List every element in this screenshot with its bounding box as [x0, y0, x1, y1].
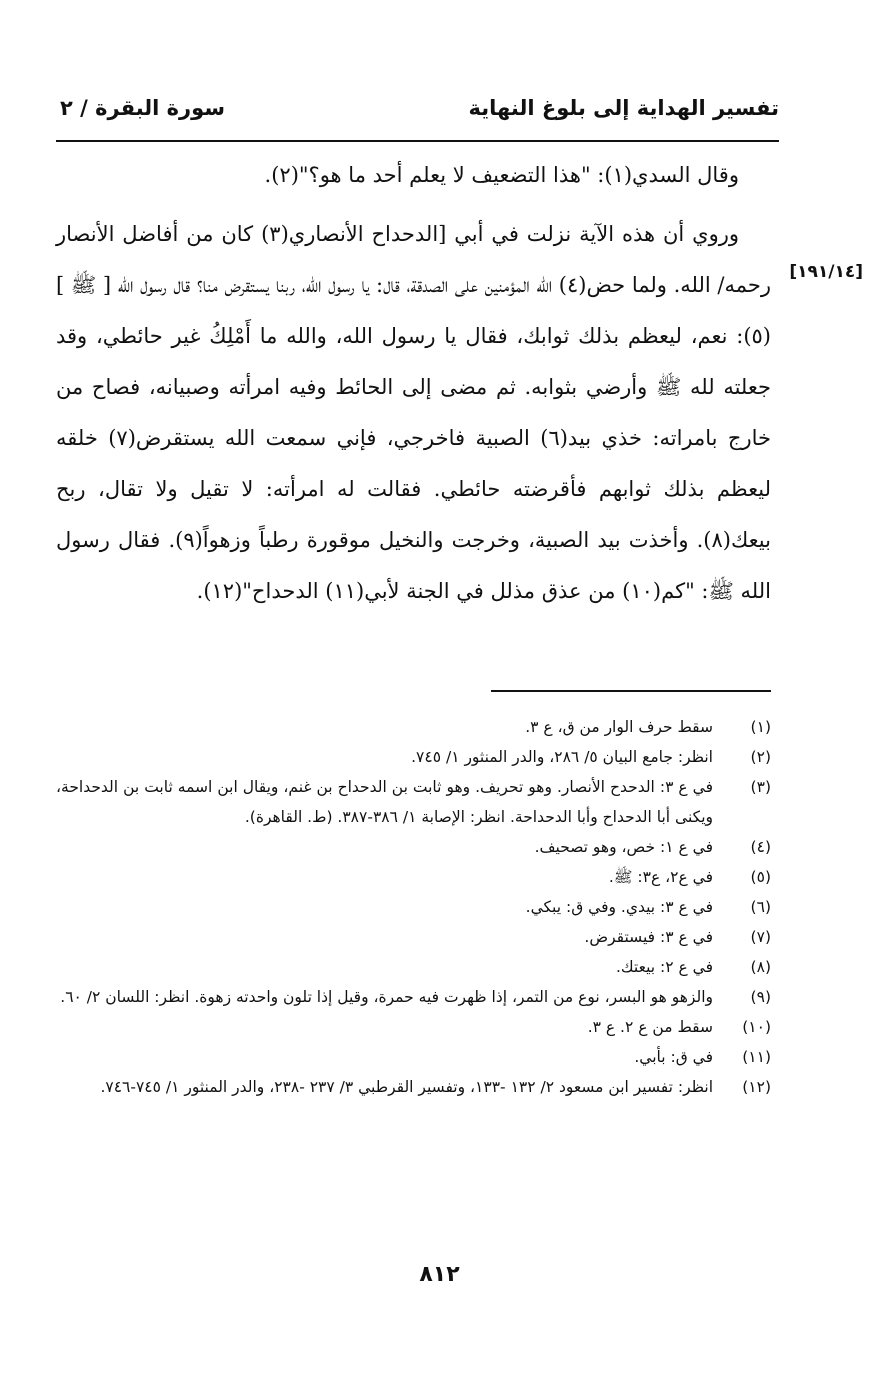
footnote [56, 982, 771, 1012]
footnotes [56, 712, 771, 1102]
footnote-text: انظر: تفسير ابن مسعود ٢/ ١٣٢ -١٣٣، وتفسير القرطبي ٣/ ٢٣٧ -٢٣٨، والدر المنثور ١/ ٧٤٥-٧٤٦. [100, 1078, 713, 1096]
footnote [56, 1012, 771, 1042]
book-title: تفسير الهداية إلى بلوغ النهاية [468, 96, 779, 120]
page-number: ٨١٢ [419, 1262, 460, 1287]
footnote [56, 862, 771, 892]
footnote-text: في ع ٣: فيستقرض. [584, 928, 713, 946]
running-header [60, 88, 779, 128]
footnote [56, 1072, 771, 1102]
footnote [56, 712, 771, 742]
footnote-text: سقط من ع ٢. ع ٣. [587, 1018, 713, 1036]
footnote-text: في ع ٣: بيدي. وفي ق: يبكي. [525, 898, 713, 916]
footnote-number: (١٢) [742, 1078, 771, 1096]
footnote-text: في ع ٢: بيعتك. [615, 958, 713, 976]
footnote-number: (٥) [750, 868, 771, 886]
footnote-number: (٤) [750, 838, 771, 856]
surah-label: سورة البقرة / ٢ [60, 96, 225, 120]
footnote-number: (٢) [750, 748, 771, 766]
footnote [56, 832, 771, 862]
footnote-rule [491, 690, 771, 692]
footnote-number: (١٠) [742, 1018, 771, 1036]
footnote-text: في ع٢، ع٣: ﷺ. [608, 868, 713, 886]
footnote [56, 892, 771, 922]
footnote-number: (٦) [750, 898, 771, 916]
footnote-text: في ع ١: خص، وهو تصحيف. [534, 838, 713, 856]
footnote-text: سقط حرف الوار من ق، ع ٣. [525, 718, 713, 736]
footnote-text: انظر: جامع البيان ٥/ ٢٨٦، والدر المنثور ١/ ٧٤٥. [411, 748, 713, 766]
footnote-text: في ق: بأبي. [634, 1048, 713, 1066]
footnote-number: (١١) [742, 1048, 771, 1066]
main-text [56, 150, 771, 617]
footnote [56, 1042, 771, 1072]
footnote-number: (٩) [750, 988, 771, 1006]
footnote-text: والزهو هو البسر، نوع من التمر، إذا ظهرت فيه حمرة، وقيل إذا تلون واحدته زهوة. انظر: اللسان ٢/ ٦٠. [60, 988, 713, 1006]
footnote-number: (٨) [750, 958, 771, 976]
header-rule [56, 140, 779, 142]
footnote-number: (٧) [750, 928, 771, 946]
footnote [56, 772, 771, 832]
paragraph: وقال السدي(١): "هذا التضعيف لا يعلم أحد ما هو؟"(٢). [264, 163, 739, 187]
footnote [56, 922, 771, 952]
footnote [56, 742, 771, 772]
footnote [56, 952, 771, 982]
margin-reference: [١٩١/١٤] [789, 262, 863, 282]
paragraph: وروي أن هذه الآية نزلت في أبي [الدحداح الأنصاري(٣) كان من أفاضل الأنصار رحمه/ الله. ولما حض(٤) الله المؤمنين على الصدقة، قال: يا رسول الله، ربنا يستقرض منا؟ قال رسول الله [ ﷺ ](٥): نعم، ليعظم بذلك ثوابك، فقال يا رسول الله، والله ما أَمْلِكُ غير حائطي، وقد جعلته لله ﷺ وأرضي بثوابه. ثم مضى إلى الحائط وفيه امرأته وصبيانه، فصاح من خارج بامراته: خذي بيد(٦) الصبية فاخرجي، فإني سمعت الله يستقرض(٧) خلقه ليعظم بذلك ثوابهم فأقرضته حائطي. فقالت له امرأته: لا تقيل ولا تقال، ربح بيعك(٨). وأخذت بيد الصبية، وخرجت والنخيل موقورة رطباً وزهواً(٩). فقال رسول الله ﷺ: "كم(١٠) من عذق مذلل في الجنة لأبي(١١) الدحداح"(١٢). [56, 222, 771, 603]
footnote-number: (١) [750, 718, 771, 736]
footnote-text: في ع ٣: الدحدح الأنصار. وهو تحريف. وهو ثابت بن الدحداح بن غنم، ويقال ابن اسمه ثابت بن الدحداحة، ويكنى أبا الدحداح وأبا الدحداحة. انظر: الإصابة ١/ ٣٨٦-٣٨٧. (ط. القاهرة). [56, 778, 713, 826]
footnote-number: (٣) [750, 778, 771, 796]
